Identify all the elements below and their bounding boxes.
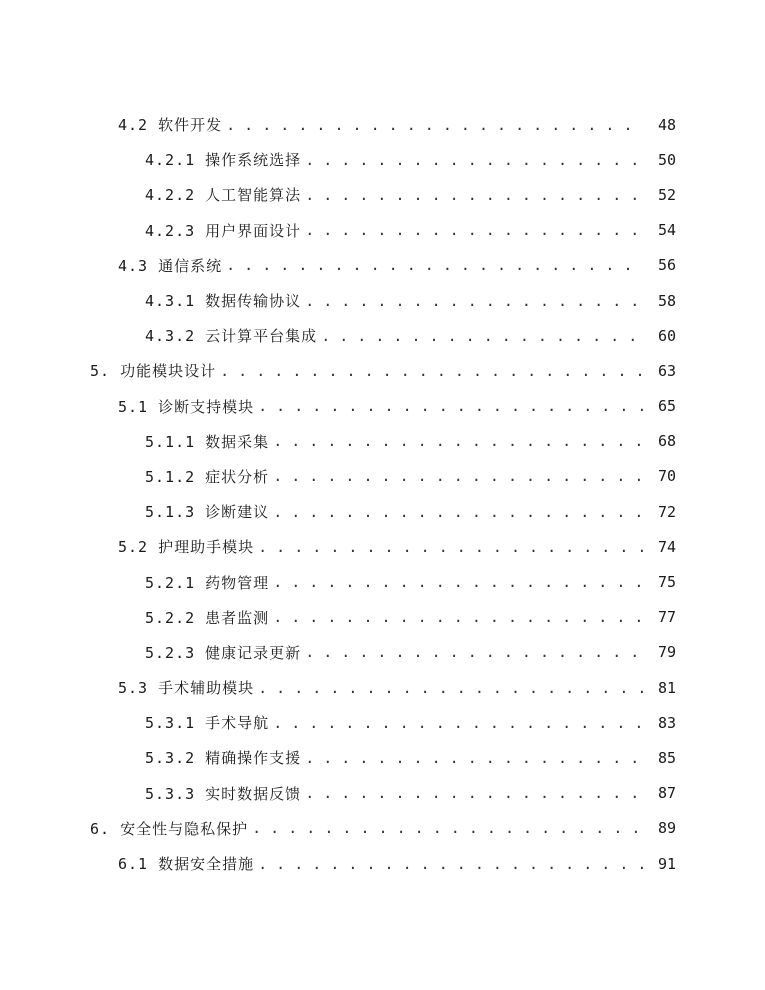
dot-leader (305, 291, 644, 311)
toc-entry-page-number: 85 (657, 748, 676, 767)
toc-entry-page-number: 74 (657, 537, 676, 556)
dot-leader (220, 361, 648, 381)
toc-entry-4-3[interactable] (0, 248, 765, 283)
dot-leader (273, 466, 644, 486)
toc-entry-4-2-3[interactable] (0, 213, 765, 248)
dot-leader (273, 431, 644, 451)
toc-entry-page-number: 79 (657, 643, 676, 662)
toc-entry-page-number: 48 (657, 115, 676, 134)
toc-entry-page-number: 68 (657, 432, 676, 451)
toc-entry-label: 4.2.2 人工智能算法 (145, 184, 305, 205)
toc-entry-5-1-1[interactable] (0, 424, 765, 459)
dot-leader (273, 502, 644, 522)
dot-leader (273, 713, 644, 733)
toc-entry-label: 5.2 护理助手模块 (118, 536, 258, 557)
dot-leader (305, 748, 644, 768)
dot-leader (258, 854, 644, 874)
toc-entry-page-number: 91 (657, 854, 676, 873)
dot-leader (305, 783, 644, 803)
toc-entry-label: 5.3.1 手术导航 (145, 712, 273, 733)
table-of-contents (0, 107, 765, 881)
toc-entry-label: 6.1 数据安全措施 (118, 853, 258, 874)
toc-entry-page-number: 75 (657, 573, 676, 592)
toc-entry-label: 5.1.3 诊断建议 (145, 501, 273, 522)
toc-entry-page-number: 89 (657, 819, 676, 838)
toc-entry-label: 6. 安全性与隐私保护 (90, 818, 252, 839)
toc-entry-page-number: 60 (657, 326, 676, 345)
toc-entry-5-3-2[interactable] (0, 740, 765, 775)
toc-entry-4-3-1[interactable] (0, 283, 765, 318)
toc-entry-label: 5.3 手术辅助模块 (118, 677, 258, 698)
toc-entry-5-2-2[interactable] (0, 600, 765, 635)
toc-entry-5-1-2[interactable] (0, 459, 765, 494)
toc-entry-label: 4.2 软件开发 (118, 114, 226, 135)
dot-leader (305, 220, 644, 240)
toc-entry-label: 4.3 通信系统 (118, 255, 226, 276)
toc-entry-4-2-2[interactable] (0, 177, 765, 212)
toc-entry-6-1[interactable] (0, 846, 765, 881)
toc-entry-page-number: 83 (657, 713, 676, 732)
toc-entry-5-1[interactable] (0, 389, 765, 424)
toc-entry-label: 5.2.1 药物管理 (145, 572, 273, 593)
toc-entry-label: 5.1 诊断支持模块 (118, 396, 258, 417)
toc-entry-label: 5.1.2 症状分析 (145, 466, 273, 487)
dot-leader (273, 572, 644, 592)
toc-entry-page-number: 63 (657, 361, 676, 380)
dot-leader (273, 607, 644, 627)
toc-entry-page-number: 58 (657, 291, 676, 310)
toc-entry-5-3-3[interactable] (0, 776, 765, 811)
toc-entry-label: 5.2.2 患者监测 (145, 607, 273, 628)
toc-entry-label: 5. 功能模块设计 (90, 360, 220, 381)
toc-entry-5-2-1[interactable] (0, 564, 765, 599)
dot-leader (321, 326, 644, 346)
toc-entry-label: 4.2.3 用户界面设计 (145, 220, 305, 241)
toc-entry-5-3[interactable] (0, 670, 765, 705)
toc-entry-label: 4.3.2 云计算平台集成 (145, 325, 321, 346)
toc-entry-4-3-2[interactable] (0, 318, 765, 353)
dot-leader (252, 818, 648, 838)
dot-leader (258, 396, 644, 416)
toc-entry-label: 5.3.2 精确操作支援 (145, 747, 305, 768)
toc-entry-4-2-1[interactable] (0, 142, 765, 177)
toc-entry-label: 5.1.1 数据采集 (145, 431, 273, 452)
toc-entry-page-number: 54 (657, 221, 676, 240)
toc-entry-label: 4.2.1 操作系统选择 (145, 149, 305, 170)
toc-entry-page-number: 81 (657, 678, 676, 697)
toc-entry-5-2[interactable] (0, 529, 765, 564)
dot-leader (258, 678, 644, 698)
toc-entry-6[interactable] (0, 811, 765, 846)
toc-entry-4-2[interactable] (0, 107, 765, 142)
toc-entry-label: 5.2.3 健康记录更新 (145, 642, 305, 663)
toc-entry-label: 4.3.1 数据传输协议 (145, 290, 305, 311)
toc-entry-page-number: 77 (657, 608, 676, 627)
toc-entry-5[interactable] (0, 353, 765, 388)
toc-entry-page-number: 52 (657, 185, 676, 204)
toc-entry-page-number: 50 (657, 150, 676, 169)
dot-leader (305, 642, 644, 662)
dot-leader (226, 115, 644, 135)
dot-leader (305, 185, 644, 205)
dot-leader (258, 537, 644, 557)
toc-entry-5-3-1[interactable] (0, 705, 765, 740)
toc-entry-page-number: 56 (657, 256, 676, 275)
toc-entry-5-2-3[interactable] (0, 635, 765, 670)
toc-entry-5-1-3[interactable] (0, 494, 765, 529)
dot-leader (226, 255, 644, 275)
toc-entry-page-number: 72 (657, 502, 676, 521)
toc-entry-label: 5.3.3 实时数据反馈 (145, 783, 305, 804)
toc-entry-page-number: 87 (657, 784, 676, 803)
toc-entry-page-number: 70 (657, 467, 676, 486)
dot-leader (305, 150, 644, 170)
toc-entry-page-number: 65 (657, 397, 676, 416)
